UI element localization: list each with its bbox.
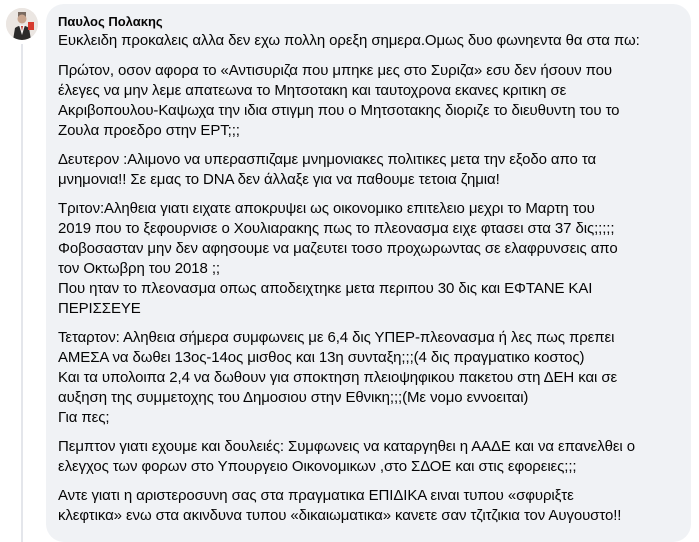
comment-paragraph-3: Δευτερον :Αλιμονο να υπερασπιζαμε μνημονιακες πολιτικες μετα την εξοδο απο τα μνημονια!! Σε εμας το DNA δεν άλλαξε για να παθουμε τετοια ζημια! bbox=[58, 151, 597, 188]
comment-paragraph-1: Ευκλειδη προκαλεις αλλα δεν εχω πολλη ορεξη σημερα.Ομως δυο φωνηεντα θα στα πω: bbox=[58, 32, 640, 49]
avatar[interactable] bbox=[6, 8, 38, 40]
profile-photo bbox=[6, 8, 38, 40]
comment-paragraph-5: Τεταρτον: Αληθεια σήμερα συμφωνεις με 6,4 δις ΥΠΕΡ-πλεονασμα ή λες πως πρεπει ΑΜΕΣΑ να δωθει 13ος-14ος μισθος και 13η συνταξη;;;(4 δις πραγματικο κοστος) Και τα υπολοιπα 2,4 να δωθουν για σποκτηση πλειοψηφικου πακετου στη ΔΕΗ και σε αυξηση της συμμετοχης του Δημοσιου στην Εθνικη;;;(Με νομο εννοειται) Για πες; bbox=[58, 329, 618, 426]
comment-paragraph-2: Πρώτον, οσον αφορα το «Αντισυριζα που μπηκε μες στο Συριζα» εσυ δεν ήσουν που έλεγες να μην λεμε απατεωνα το Μητσοτακη και ταυτοχρονα εκανες κριτικη σε Ακριβοπουλου-Καψωχα την ιδια στιγμη που ο Μητσοτακης διοριζε το διευθυντη του το Ζουλα προεδρο στην ΕΡΤ;;; bbox=[58, 62, 620, 139]
comment-paragraph-7: Αντε γιατι η αριστεροσυνη σας στα πραγματικα ΕΠΙΔΙΚΑ ειναι τυπου «σφυριξτε κλεφτικα» ενω στα ακινδυνα τυπου «δικαιωματικα» κανετε σαν τζιτζικια τον Αυγουστο!! bbox=[58, 487, 622, 524]
comment-author[interactable]: Παυλος Πολακης bbox=[58, 14, 163, 29]
comment-paragraph-6: Πεμπτον γιατι εχουμε και δουλειές: Συμφωνεις να καταργηθει η ΑΑΔΕ και να επανελθει ο ελεγχος των φορων στο Υπουργειο Οικονομικων ,στο ΣΔΟΕ και στις εφορειες;;; bbox=[58, 438, 635, 475]
comment-bubble bbox=[46, 4, 691, 542]
comment-paragraph-4: Τριτον:Αληθεια γιατι ειχατε αποκρυψει ως οικονομικο επιτελειο μεχρι το Μαρτη του 2019 που το ξεφουρνισε ο Χουλιαρακης πως το πλεονασμα ειχε φτασει στα 37 δις;;;;; Φοβοσασταν μην δεν αφησουμε να μαζευτει τοσο προχωρωντας σε ελαφρυνσεις απο τον Οκτωβρη του 2018 ;; Που ηταν το πλεονασμα οπως αποδειχτηκε μετα περιπου 30 δις και ΕΦΤΑΝΕ ΚΑΙ ΠΕΡΙΣΣΕΥΕ bbox=[58, 200, 618, 317]
thread-line bbox=[21, 44, 23, 542]
